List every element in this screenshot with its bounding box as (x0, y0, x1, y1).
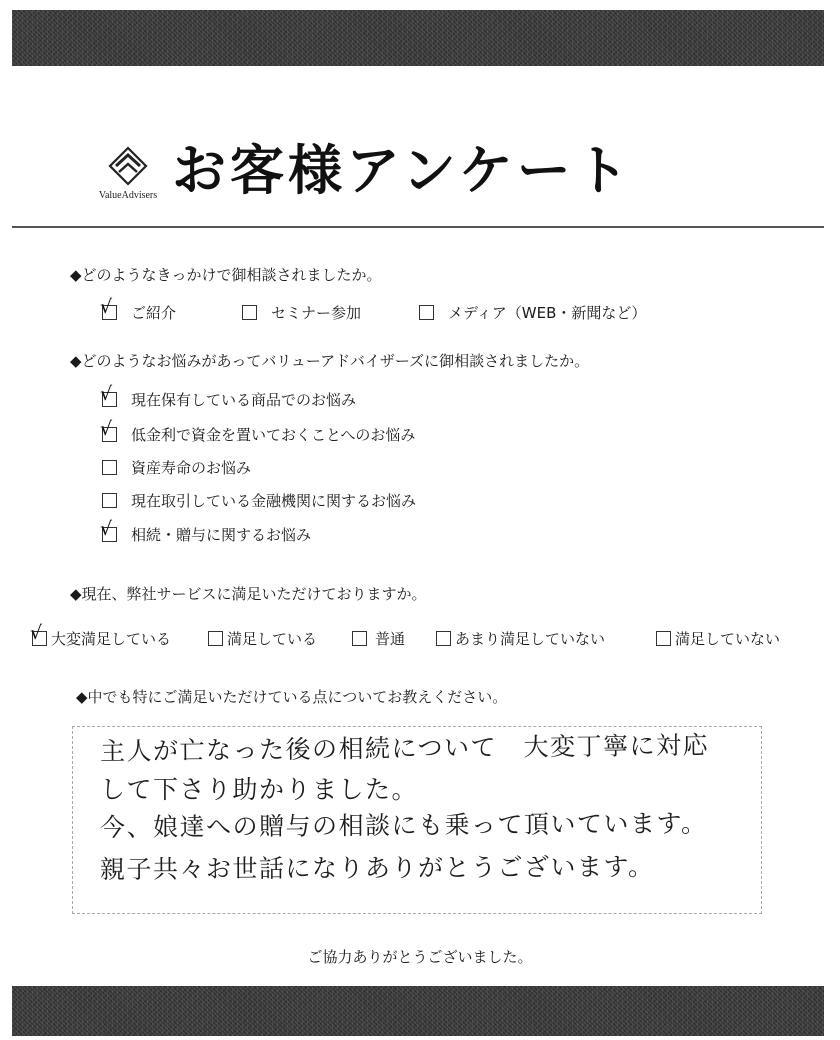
option-label: あまり満足していない (455, 630, 606, 648)
question-1: ◆どのようなきっかけで御相談されましたか。 (70, 266, 382, 284)
thank-you-message: ご協力ありがとうございました。 (307, 948, 533, 966)
check-mark: √ (100, 296, 113, 318)
option-label: 低金利で資金を置いておくことへのお悩み (131, 426, 416, 444)
checkbox[interactable] (352, 631, 367, 646)
q3-option-very-satisfied[interactable] (30, 622, 172, 649)
q2-option-low-interest[interactable] (100, 418, 416, 445)
handwritten-answer-line: して下さり助かりました。 (100, 775, 419, 804)
checkbox[interactable] (100, 296, 117, 320)
checkbox[interactable] (100, 383, 117, 407)
company-logo (88, 146, 168, 204)
question-2: ◆どのようなお悩みがあってバリューアドバイザーズに御相談されましたか。 (70, 352, 590, 370)
option-label: 相続・贈与に関するお悩み (131, 526, 312, 544)
checkbox[interactable] (208, 631, 223, 646)
check-mark: √ (30, 622, 43, 644)
option-label: 満足している (227, 630, 318, 648)
q2-option-asset-longevity[interactable] (102, 457, 251, 478)
checkbox[interactable] (419, 305, 434, 320)
page-title: お客様アンケート (172, 139, 633, 202)
option-label: 大変満足している (51, 630, 172, 648)
checkbox[interactable] (100, 518, 117, 542)
q3-option-neutral[interactable] (352, 628, 405, 649)
divider (12, 226, 824, 228)
checkbox[interactable] (656, 631, 671, 646)
handwritten-answer-line: 主人が亡なった後の相続について 大変丁寧に対応 (99, 730, 710, 766)
checkbox[interactable] (102, 493, 117, 508)
option-label: セミナー参加 (271, 304, 362, 322)
option-label: 資産寿命のお悩み (131, 459, 252, 477)
option-label: 現在取引している金融機関に関するお悩み (131, 492, 417, 510)
q2-option-inheritance-gift[interactable] (100, 518, 312, 545)
question-4: ◆中でも特にご満足いただけている点についてお教えください。 (76, 688, 508, 706)
footer-band (12, 986, 824, 1036)
checkbox[interactable] (30, 622, 47, 646)
q1-option-introduction[interactable] (100, 296, 177, 323)
q1-option-media[interactable] (419, 302, 646, 323)
q1-option-seminar[interactable] (242, 302, 361, 323)
option-label: ご紹介 (131, 304, 177, 322)
checkbox[interactable] (242, 305, 257, 320)
logo-text: ValueAdvisers (98, 190, 158, 201)
q3-option-not-very-satisfied[interactable] (436, 628, 605, 649)
header-band (12, 10, 824, 66)
check-mark: √ (100, 518, 113, 540)
q3-option-satisfied[interactable] (208, 628, 317, 649)
checkbox[interactable] (100, 418, 117, 442)
option-label: 現在保有している商品でのお悩み (131, 391, 357, 409)
check-mark: √ (100, 383, 113, 405)
q2-option-financial-institution[interactable] (102, 490, 416, 511)
q3-option-not-satisfied[interactable] (656, 628, 780, 649)
handwritten-answer-line: 親子共々お世話になりありがとうございます。 (99, 852, 655, 884)
diamond-logo-icon (108, 146, 148, 186)
option-label: 満足していない (675, 630, 781, 648)
checkbox[interactable] (102, 460, 117, 475)
check-mark: √ (100, 418, 113, 440)
option-label: メディア（WEB・新聞など） (448, 304, 647, 322)
question-3: ◆現在、弊社サービスに満足いただけておりますか。 (70, 585, 427, 603)
checkbox[interactable] (436, 631, 451, 646)
handwritten-answer-line: 今、娘達への贈与の相談にも乗って頂いています。 (99, 808, 708, 842)
option-label: 普通 (375, 630, 406, 648)
q2-option-current-products[interactable] (100, 383, 357, 410)
